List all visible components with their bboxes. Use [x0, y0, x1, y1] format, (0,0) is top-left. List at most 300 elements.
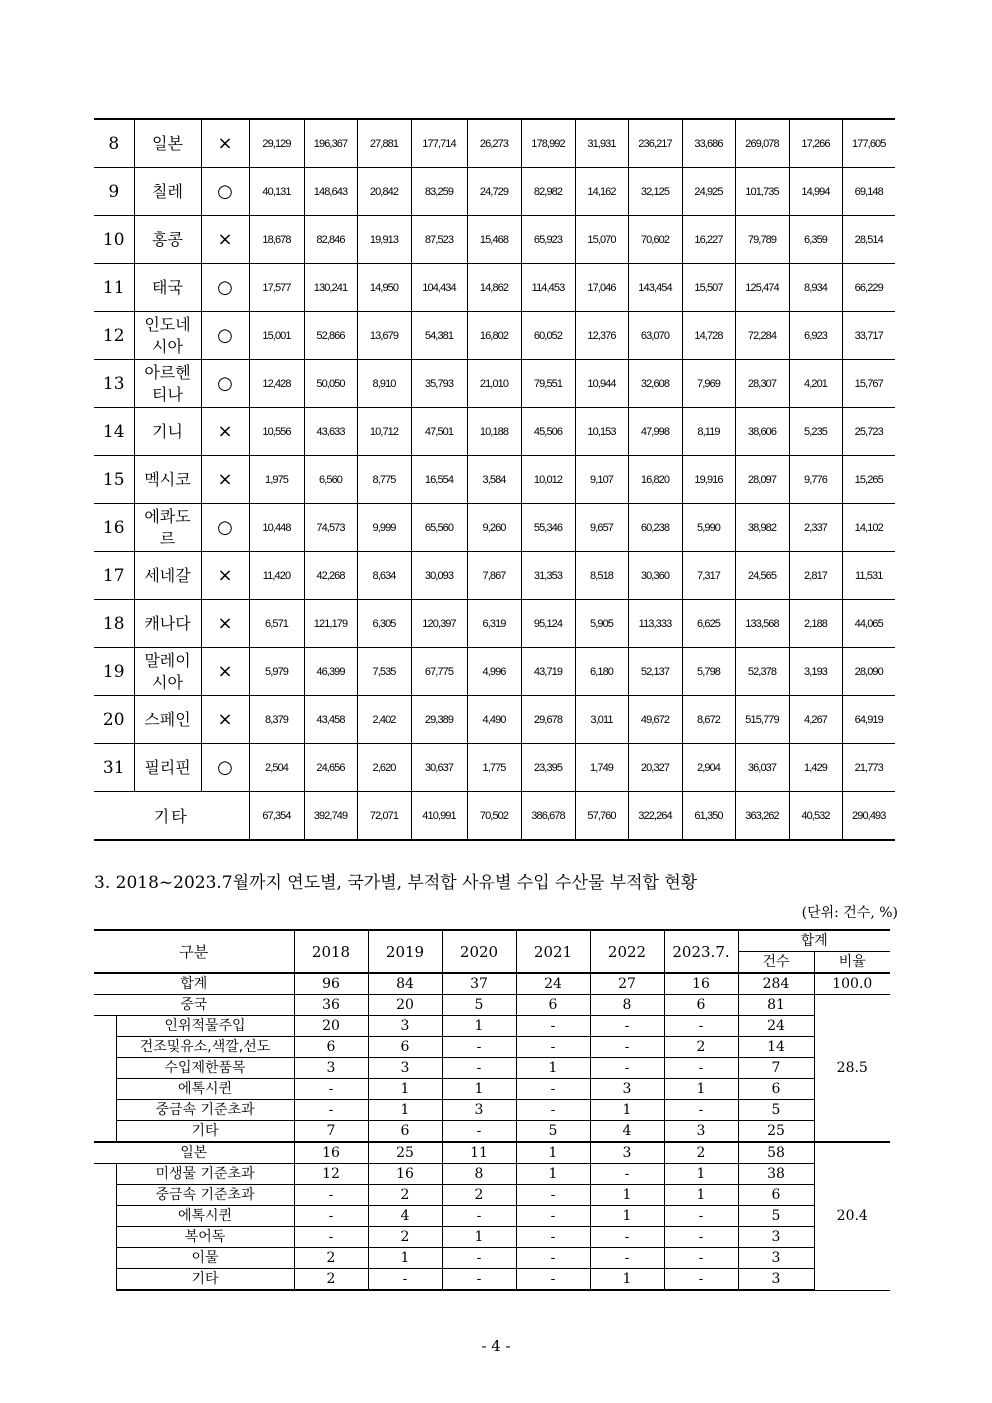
value-cell: 60,052: [521, 312, 575, 360]
count-cell: 5: [738, 1206, 814, 1227]
country-name: 아르헨 티나: [134, 360, 201, 408]
value-cell: 95,124: [521, 600, 575, 648]
value-cell: 3: [294, 1058, 368, 1079]
value-cell: -: [294, 1079, 368, 1100]
reason-label: 수입제한품목: [116, 1058, 294, 1079]
value-cell: -: [294, 1206, 368, 1227]
value-cell: -: [516, 1248, 590, 1269]
value-cell: 11,531: [842, 552, 895, 600]
row-number: 10: [94, 216, 134, 264]
value-cell: 12,376: [575, 312, 628, 360]
indent-cell: [94, 1164, 116, 1291]
value-cell: 25: [368, 1142, 442, 1164]
value-cell: 10,188: [467, 408, 521, 456]
value-cell: 5,990: [682, 504, 735, 552]
value-cell: 1,429: [789, 744, 842, 792]
count-cell: 38: [738, 1164, 814, 1185]
reason-label: 중금속 기준초과: [116, 1100, 294, 1121]
value-cell: 178,992: [521, 119, 575, 168]
value-cell: -: [664, 1248, 738, 1269]
table-row: [94, 552, 895, 600]
value-cell: 2,188: [789, 600, 842, 648]
row-number: 11: [94, 264, 134, 312]
value-cell: 10,153: [575, 408, 628, 456]
ratio-cell: 20.4: [814, 1142, 890, 1290]
status-mark: ×: [201, 408, 249, 456]
value-cell: 2: [442, 1185, 516, 1206]
value-cell: 363,262: [735, 792, 789, 841]
value-cell: 5: [442, 995, 516, 1016]
value-cell: 8,634: [357, 552, 411, 600]
value-cell: 33,717: [842, 312, 895, 360]
value-cell: -: [294, 1100, 368, 1121]
row-number: 13: [94, 360, 134, 408]
count-cell: 7: [738, 1058, 814, 1079]
value-cell: -: [516, 1269, 590, 1291]
value-cell: -: [442, 1269, 516, 1291]
header-year: 2019: [368, 930, 442, 973]
value-cell: 3: [442, 1100, 516, 1121]
value-cell: 44,065: [842, 600, 895, 648]
reason-row: [94, 1185, 890, 1206]
value-cell: 25,723: [842, 408, 895, 456]
value-cell: 14,994: [789, 168, 842, 216]
value-cell: 2: [368, 1185, 442, 1206]
country-name: 필리핀: [134, 744, 201, 792]
value-cell: 1: [442, 1227, 516, 1248]
value-cell: 104,434: [411, 264, 467, 312]
value-cell: 322,264: [628, 792, 682, 841]
value-cell: 24,565: [735, 552, 789, 600]
reason-label: 인위적물주입: [116, 1016, 294, 1037]
value-cell: 29,129: [249, 119, 304, 168]
value-cell: -: [516, 1100, 590, 1121]
country-name: 말레이 시아: [134, 648, 201, 696]
value-cell: 1,975: [249, 456, 304, 504]
value-cell: 4: [368, 1206, 442, 1227]
value-cell: 42,268: [304, 552, 357, 600]
value-cell: 47,998: [628, 408, 682, 456]
count-cell: 58: [738, 1142, 814, 1164]
value-cell: -: [516, 1227, 590, 1248]
value-cell: 67,775: [411, 648, 467, 696]
unit-label: (단위: 건수, %): [801, 905, 898, 921]
value-cell: 121,179: [304, 600, 357, 648]
row-number: 12: [94, 312, 134, 360]
value-cell: 36,037: [735, 744, 789, 792]
value-cell: 6: [516, 995, 590, 1016]
value-cell: 236,217: [628, 119, 682, 168]
ratio-cell: 28.5: [814, 995, 890, 1143]
reason-row: [94, 1037, 890, 1058]
value-cell: 14,102: [842, 504, 895, 552]
country-name: 일본: [134, 119, 201, 168]
header-total: 합계: [738, 930, 890, 952]
value-cell: 4,201: [789, 360, 842, 408]
value-cell: 61,350: [682, 792, 735, 841]
value-cell: 290,493: [842, 792, 895, 841]
value-cell: 70,602: [628, 216, 682, 264]
header-ratio: 비율: [814, 952, 890, 974]
value-cell: 70,502: [467, 792, 521, 841]
value-cell: 31,353: [521, 552, 575, 600]
value-cell: 1,775: [467, 744, 521, 792]
value-cell: 84: [368, 973, 442, 995]
value-cell: 8,518: [575, 552, 628, 600]
reason-row: [94, 1227, 890, 1248]
value-cell: 1: [664, 1164, 738, 1185]
value-cell: 1: [590, 1185, 664, 1206]
country-name: 에콰도 르: [134, 504, 201, 552]
table-row: [94, 648, 895, 696]
count-cell: 81: [738, 995, 814, 1016]
value-cell: 3: [664, 1121, 738, 1143]
value-cell: 29,678: [521, 696, 575, 744]
value-cell: 15,001: [249, 312, 304, 360]
value-cell: 17,266: [789, 119, 842, 168]
value-cell: 24,729: [467, 168, 521, 216]
value-cell: 386,678: [521, 792, 575, 841]
value-cell: 10,556: [249, 408, 304, 456]
header-year: 2023.7.: [664, 930, 738, 973]
value-cell: 1: [516, 1142, 590, 1164]
row-number: 18: [94, 600, 134, 648]
value-cell: 2,817: [789, 552, 842, 600]
value-cell: 130,241: [304, 264, 357, 312]
table-row: [94, 456, 895, 504]
value-cell: 6: [294, 1037, 368, 1058]
value-cell: 28,097: [735, 456, 789, 504]
header-year: 2018: [294, 930, 368, 973]
value-cell: 143,454: [628, 264, 682, 312]
value-cell: 40,131: [249, 168, 304, 216]
value-cell: 2: [368, 1227, 442, 1248]
table-row: [94, 696, 895, 744]
value-cell: 19,913: [357, 216, 411, 264]
section-3-title: 3. 2018~2023.7월까지 연도별, 국가별, 부적합 사유별 수입 수산물 부적합 현황: [94, 873, 698, 893]
value-cell: 3: [368, 1016, 442, 1037]
value-cell: -: [294, 1185, 368, 1206]
value-cell: 72,071: [357, 792, 411, 841]
value-cell: 1: [516, 1164, 590, 1185]
value-cell: 120,397: [411, 600, 467, 648]
value-cell: 57,760: [575, 792, 628, 841]
table-row: [94, 504, 895, 552]
value-cell: 6: [368, 1037, 442, 1058]
table-row: [94, 744, 895, 792]
value-cell: 19,916: [682, 456, 735, 504]
indent-cell: [94, 1016, 116, 1143]
status-mark: ×: [201, 696, 249, 744]
country-import-table: [94, 118, 895, 841]
value-cell: 17,046: [575, 264, 628, 312]
value-cell: 30,637: [411, 744, 467, 792]
value-cell: -: [664, 1100, 738, 1121]
value-cell: 52,378: [735, 648, 789, 696]
row-number: 14: [94, 408, 134, 456]
value-cell: 26,273: [467, 119, 521, 168]
header-count: 건수: [738, 952, 814, 974]
value-cell: 32,608: [628, 360, 682, 408]
value-cell: 1: [442, 1016, 516, 1037]
value-cell: -: [664, 1016, 738, 1037]
value-cell: 16,554: [411, 456, 467, 504]
row-number: 19: [94, 648, 134, 696]
value-cell: 31,931: [575, 119, 628, 168]
reason-label: 미생물 기준초과: [116, 1164, 294, 1185]
value-cell: 2: [664, 1037, 738, 1058]
value-cell: 8,379: [249, 696, 304, 744]
value-cell: 5,235: [789, 408, 842, 456]
table-row: [94, 168, 895, 216]
table-row: [94, 360, 895, 408]
value-cell: 9,657: [575, 504, 628, 552]
value-cell: 16: [664, 973, 738, 995]
value-cell: 18,678: [249, 216, 304, 264]
count-cell: 3: [738, 1248, 814, 1269]
ratio-cell: 100.0: [814, 973, 890, 995]
value-cell: -: [664, 1206, 738, 1227]
header-row: [94, 930, 890, 952]
value-cell: -: [516, 1185, 590, 1206]
value-cell: 24: [516, 973, 590, 995]
value-cell: 14,162: [575, 168, 628, 216]
value-cell: 11: [442, 1142, 516, 1164]
status-mark: ×: [201, 119, 249, 168]
table-row: [94, 119, 895, 168]
value-cell: 1: [664, 1079, 738, 1100]
value-cell: 65,923: [521, 216, 575, 264]
value-cell: 30,360: [628, 552, 682, 600]
value-cell: 30,093: [411, 552, 467, 600]
value-cell: -: [516, 1037, 590, 1058]
table-row: [94, 216, 895, 264]
value-cell: 37: [442, 973, 516, 995]
status-mark: ○: [201, 168, 249, 216]
status-mark: ○: [201, 360, 249, 408]
status-mark: ×: [201, 552, 249, 600]
country-name: 세네갈: [134, 552, 201, 600]
value-cell: 33,686: [682, 119, 735, 168]
table-row: [94, 408, 895, 456]
value-cell: 49,672: [628, 696, 682, 744]
value-cell: 5,905: [575, 600, 628, 648]
reason-row: [94, 1121, 890, 1143]
value-cell: 10,448: [249, 504, 304, 552]
value-cell: 12: [294, 1164, 368, 1185]
value-cell: -: [664, 1058, 738, 1079]
page-number: - 4 -: [481, 1337, 511, 1355]
value-cell: -: [590, 1248, 664, 1269]
value-cell: 6: [368, 1121, 442, 1143]
reason-label: 중금속 기준초과: [116, 1185, 294, 1206]
value-cell: 125,474: [735, 264, 789, 312]
value-cell: 13,679: [357, 312, 411, 360]
value-cell: 269,078: [735, 119, 789, 168]
value-cell: 45,506: [521, 408, 575, 456]
value-cell: 55,346: [521, 504, 575, 552]
value-cell: 83,259: [411, 168, 467, 216]
reason-row: [94, 1164, 890, 1185]
value-cell: -: [590, 1227, 664, 1248]
status-mark: ×: [201, 456, 249, 504]
value-cell: 7,867: [467, 552, 521, 600]
value-cell: 2,620: [357, 744, 411, 792]
status-mark: ×: [201, 648, 249, 696]
value-cell: 1: [516, 1058, 590, 1079]
value-cell: 2,904: [682, 744, 735, 792]
value-cell: 12,428: [249, 360, 304, 408]
value-cell: 1: [368, 1079, 442, 1100]
value-cell: 4,490: [467, 696, 521, 744]
value-cell: 7,535: [357, 648, 411, 696]
status-mark: ×: [201, 600, 249, 648]
value-cell: 35,793: [411, 360, 467, 408]
header-category: 구분: [94, 930, 294, 973]
value-cell: -: [442, 1058, 516, 1079]
value-cell: 29,389: [411, 696, 467, 744]
value-cell: 60,238: [628, 504, 682, 552]
value-cell: 177,605: [842, 119, 895, 168]
value-cell: 14,728: [682, 312, 735, 360]
value-cell: 15,468: [467, 216, 521, 264]
value-cell: 24,925: [682, 168, 735, 216]
count-cell: 6: [738, 1079, 814, 1100]
value-cell: 9,999: [357, 504, 411, 552]
value-cell: 1: [442, 1079, 516, 1100]
country-label: 중국: [94, 995, 294, 1016]
value-cell: 15,265: [842, 456, 895, 504]
country-name: 기니: [134, 408, 201, 456]
value-cell: 148,643: [304, 168, 357, 216]
table-row: [94, 312, 895, 360]
value-cell: 15,070: [575, 216, 628, 264]
value-cell: 28,307: [735, 360, 789, 408]
value-cell: -: [442, 1206, 516, 1227]
value-cell: 1: [590, 1206, 664, 1227]
value-cell: 14,862: [467, 264, 521, 312]
value-cell: 38,606: [735, 408, 789, 456]
value-cell: 7,969: [682, 360, 735, 408]
value-cell: -: [368, 1269, 442, 1291]
value-cell: 3: [590, 1142, 664, 1164]
value-cell: 66,229: [842, 264, 895, 312]
value-cell: 2,402: [357, 696, 411, 744]
total-label: 합계: [94, 973, 294, 995]
value-cell: -: [590, 1164, 664, 1185]
value-cell: -: [590, 1016, 664, 1037]
value-cell: -: [294, 1227, 368, 1248]
value-cell: 3: [368, 1058, 442, 1079]
value-cell: -: [590, 1058, 664, 1079]
value-cell: 9,776: [789, 456, 842, 504]
status-mark: ×: [201, 216, 249, 264]
value-cell: 63,070: [628, 312, 682, 360]
value-cell: -: [516, 1016, 590, 1037]
count-cell: 14: [738, 1037, 814, 1058]
value-cell: 3,584: [467, 456, 521, 504]
country-label: 일본: [94, 1142, 294, 1164]
value-cell: 50,050: [304, 360, 357, 408]
reason-label: 기타: [116, 1269, 294, 1291]
value-cell: 5,798: [682, 648, 735, 696]
value-cell: 10,012: [521, 456, 575, 504]
value-cell: 3,193: [789, 648, 842, 696]
value-cell: 16,227: [682, 216, 735, 264]
value-cell: 65,560: [411, 504, 467, 552]
value-cell: 410,991: [411, 792, 467, 841]
reason-row: [94, 1079, 890, 1100]
value-cell: 1: [368, 1100, 442, 1121]
value-cell: 9,107: [575, 456, 628, 504]
value-cell: 6,180: [575, 648, 628, 696]
value-cell: 4,996: [467, 648, 521, 696]
value-cell: 10,944: [575, 360, 628, 408]
reason-row: [94, 1058, 890, 1079]
value-cell: 7: [294, 1121, 368, 1143]
value-cell: 16,802: [467, 312, 521, 360]
value-cell: 2,504: [249, 744, 304, 792]
value-cell: 20: [294, 1016, 368, 1037]
value-cell: 8,119: [682, 408, 735, 456]
value-cell: -: [664, 1269, 738, 1291]
value-cell: 515,779: [735, 696, 789, 744]
value-cell: 96: [294, 973, 368, 995]
reason-label: 에톡시퀸: [116, 1206, 294, 1227]
value-cell: 11,420: [249, 552, 304, 600]
value-cell: 3: [590, 1079, 664, 1100]
value-cell: 20,842: [357, 168, 411, 216]
value-cell: 6,319: [467, 600, 521, 648]
status-mark: ○: [201, 744, 249, 792]
value-cell: 23,395: [521, 744, 575, 792]
value-cell: 1,749: [575, 744, 628, 792]
value-cell: 392,749: [304, 792, 357, 841]
value-cell: 4: [590, 1121, 664, 1143]
value-cell: 1: [664, 1185, 738, 1206]
reason-label: 건조및유소,색깔,선도: [116, 1037, 294, 1058]
value-cell: 40,532: [789, 792, 842, 841]
value-cell: 8,775: [357, 456, 411, 504]
reason-row: [94, 1206, 890, 1227]
value-cell: -: [442, 1248, 516, 1269]
value-cell: 52,137: [628, 648, 682, 696]
value-cell: 114,453: [521, 264, 575, 312]
value-cell: 38,982: [735, 504, 789, 552]
table-row-etc: [94, 792, 895, 841]
row-number: 15: [94, 456, 134, 504]
row-number: 17: [94, 552, 134, 600]
value-cell: -: [516, 1206, 590, 1227]
country-name: 태국: [134, 264, 201, 312]
reason-label: 에톡시퀸: [116, 1079, 294, 1100]
header-year: 2021: [516, 930, 590, 973]
value-cell: 6,923: [789, 312, 842, 360]
value-cell: 6: [664, 995, 738, 1016]
value-cell: 21,010: [467, 360, 521, 408]
value-cell: 6,359: [789, 216, 842, 264]
value-cell: 8,910: [357, 360, 411, 408]
value-cell: -: [516, 1079, 590, 1100]
value-cell: 8,672: [682, 696, 735, 744]
row-number: 20: [94, 696, 134, 744]
value-cell: 46,399: [304, 648, 357, 696]
value-cell: 24,656: [304, 744, 357, 792]
value-cell: 133,568: [735, 600, 789, 648]
value-cell: 16: [368, 1164, 442, 1185]
value-cell: 79,789: [735, 216, 789, 264]
value-cell: 2,337: [789, 504, 842, 552]
